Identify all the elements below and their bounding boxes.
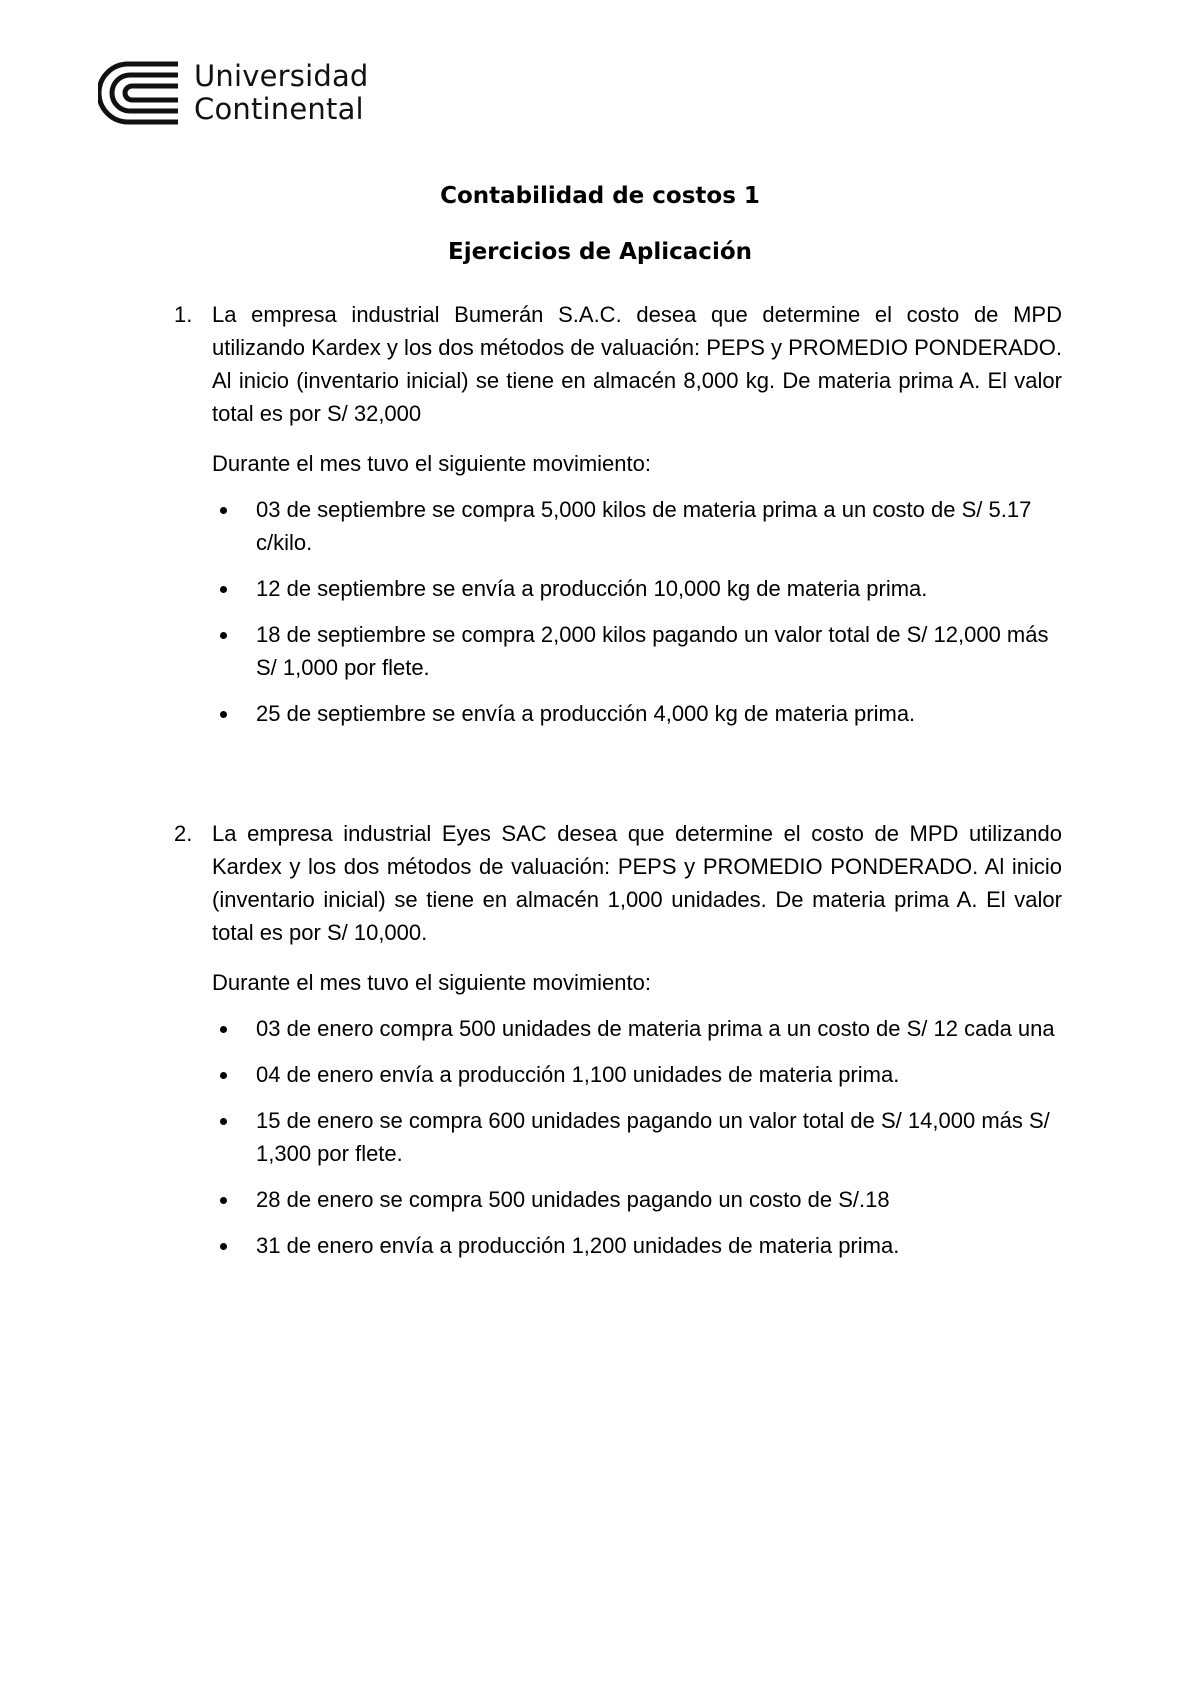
logo-line-2: Continental: [194, 92, 364, 126]
list-item-text: 03 de enero compra 500 unidades de materia prima a un costo de S/ 12 cada una: [256, 1016, 1055, 1041]
bullet-icon: [220, 1243, 227, 1250]
bullet-icon: [220, 1072, 227, 1079]
list-item: [212, 1058, 1062, 1091]
movement-list: [212, 493, 1062, 730]
bullet-icon: [220, 586, 227, 593]
list-item-text: 31 de enero envía a producción 1,200 unidades de materia prima.: [256, 1233, 900, 1258]
bullet-icon: [220, 507, 227, 514]
exercise-2: [174, 817, 1062, 1275]
list-item-text: 03 de septiembre se compra 5,000 kilos de materia prima a un costo de S/ 5.17 c/kilo.: [256, 497, 1032, 555]
university-logo: [98, 60, 369, 126]
list-item: [212, 1104, 1062, 1170]
university-emblem-icon: [98, 60, 180, 126]
list-item-text: 28 de enero se compra 500 unidades pagando un costo de S/.18: [256, 1187, 890, 1212]
list-item: [212, 572, 1062, 605]
list-item-text: 04 de enero envía a producción 1,100 unidades de materia prima.: [256, 1062, 900, 1087]
exercise-statement: La empresa industrial Bumerán S.A.C. desea que determine el costo de MPD utilizando Kardex y los dos métodos de valuación: PEPS y PROMEDIO PONDERADO. Al inicio (inventario inicial) se tiene en almacén 8,000 kg. De materia prima A. El valor total es por S/ 32,000: [212, 302, 1062, 426]
list-item: [212, 1229, 1062, 1262]
list-item: [212, 618, 1062, 684]
list-item: [212, 1012, 1062, 1045]
list-item-text: 15 de enero se compra 600 unidades pagando un valor total de S/ 14,000 más S/ 1,300 por flete.: [256, 1108, 1050, 1166]
list-item-text: 18 de septiembre se compra 2,000 kilos pagando un valor total de S/ 12,000 más S/ 1,000 por flete.: [256, 622, 1049, 680]
logo-line-1: Universidad: [194, 59, 369, 93]
list-item-text: 25 de septiembre se envía a producción 4,000 kg de materia prima.: [256, 701, 916, 726]
exercise-number: 1.: [174, 302, 193, 327]
bullet-icon: [220, 1118, 227, 1125]
exercise-1: [174, 298, 1062, 743]
list-item-text: 12 de septiembre se envía a producción 10,000 kg de materia prima.: [256, 576, 928, 601]
movement-list: [212, 1012, 1062, 1262]
bullet-icon: [220, 1197, 227, 1204]
movement-intro: Durante el mes tuvo el siguiente movimiento:: [212, 451, 651, 476]
bullet-icon: [220, 711, 227, 718]
list-item: [212, 1183, 1062, 1216]
document-subtitle: Ejercicios de Aplicación: [447, 239, 753, 265]
list-item: [212, 493, 1062, 559]
document-title: Contabilidad de costos 1: [440, 183, 760, 209]
bullet-icon: [220, 632, 227, 639]
exercise-statement: La empresa industrial Eyes SAC desea que determine el costo de MPD utilizando Kardex y los dos métodos de valuación: PEPS y PROMEDIO PONDERADO. Al inicio (inventario inicial) se tiene en almacén 1,000 unidades. De materia prima A. El valor total es por S/ 10,000.: [212, 821, 1062, 945]
bullet-icon: [220, 1026, 227, 1033]
exercise-number: 2.: [174, 821, 193, 846]
movement-intro: Durante el mes tuvo el siguiente movimiento:: [212, 970, 651, 995]
list-item: [212, 697, 1062, 730]
